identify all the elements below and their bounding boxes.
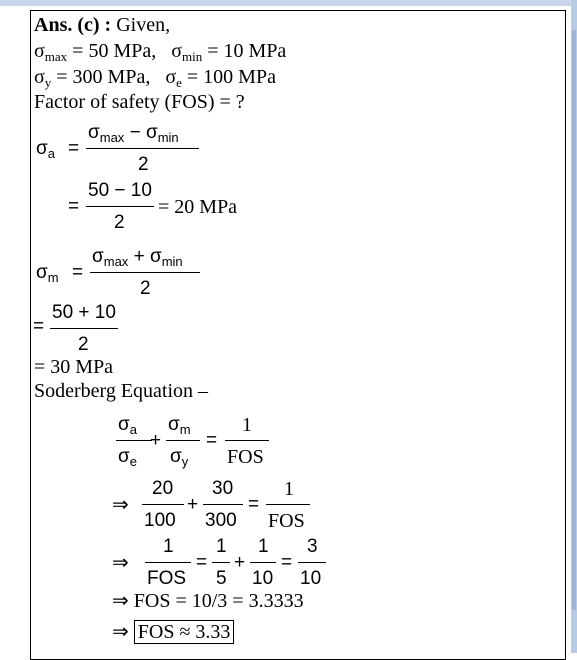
eq3-n3: 1 (258, 536, 269, 557)
sd-r-den: FOS (227, 446, 264, 468)
sd-a-num: $\sigma_a$ (118, 414, 137, 437)
sd-a-den: $\sigma_e$ (118, 446, 137, 469)
eq3-n4: 3 (307, 536, 318, 557)
sigma-m-lhs: $\sigma_m$ (36, 262, 59, 285)
fraction-bar (50, 328, 118, 329)
scrollbar[interactable] (571, 0, 577, 653)
equals-sign: = (196, 552, 208, 573)
sigma-a-numerator: $\sigma_{max} - \sigma_{min}$ (88, 122, 179, 145)
equals-sign: = (248, 494, 260, 515)
eq5-line: ⇒ FOS ≈ 3.33 (112, 621, 234, 643)
fraction-bar (225, 440, 269, 441)
equals-sign: = (68, 196, 80, 217)
eq3-d4: 10 (300, 568, 322, 589)
implies-arrow: ⇒ (112, 494, 129, 516)
mean-numeric-numerator: 50 + 10 (52, 302, 116, 323)
eq3-n1: 1 (163, 536, 174, 557)
eq3-d2: 5 (216, 568, 227, 589)
given-label: Given, (116, 14, 171, 36)
equals-sign: = (68, 138, 80, 159)
answer-label: Ans. (c) : (34, 14, 112, 36)
eq3-d3: 10 (252, 568, 274, 589)
eq2-d1: 100 (144, 510, 176, 531)
fraction-bar (166, 440, 200, 441)
answer-heading (34, 14, 170, 36)
sigma-m-numerator: $\sigma_{max} + \sigma_{min}$ (92, 246, 183, 269)
given-line-2: $\sigma_y = 300$ MPa, $\sigma_e = 100$ MPa (34, 66, 276, 90)
fraction-bar (298, 562, 326, 563)
fraction-bar (212, 562, 230, 563)
equals-sign: = (72, 262, 84, 283)
fos-question: Factor of safety (FOS) = ? (34, 91, 245, 113)
eq2-n2: 30 (212, 478, 234, 499)
sd-m-den: $\sigma_y$ (170, 446, 189, 469)
alt-result: = 20 MPa (158, 196, 238, 218)
eq3-d1: FOS (147, 568, 187, 589)
plus-sign: + (150, 430, 162, 451)
mean-numeric-denominator: 2 (78, 334, 89, 355)
given-line-1: $\sigma_{max} = 50$ MPa, $\sigma_{min} = 10$ MPa (34, 40, 287, 64)
window-top-border (0, 0, 577, 6)
alt-numeric-numerator: 50 − 10 (88, 180, 152, 201)
sd-m-num: $\sigma_m$ (168, 414, 191, 437)
sigma-a-denominator: 2 (138, 154, 149, 175)
equals-sign: = (33, 316, 45, 337)
fraction-bar (116, 440, 152, 441)
final-answer: FOS ≈ 3.33 (134, 620, 235, 644)
plus-sign: + (234, 552, 246, 573)
sigma-a-lhs: $\sigma_a$ (36, 138, 55, 161)
eq2-d3: FOS (268, 510, 305, 532)
eq4-line: ⇒ FOS = 10/3 = 3.3333 (112, 590, 304, 612)
equals-sign: = (206, 430, 218, 451)
fraction-bar (250, 562, 276, 563)
fraction-bar (90, 272, 200, 273)
eq2-n3: 1 (284, 478, 294, 500)
sigma-m-denominator: 2 (140, 278, 151, 299)
eq2-d2: 300 (205, 510, 237, 531)
fraction-bar (86, 206, 154, 207)
soderberg-title: Soderberg Equation – (34, 380, 209, 402)
fraction-bar (142, 504, 184, 505)
fraction-bar (86, 148, 199, 149)
sd-r-num: 1 (242, 414, 252, 436)
scrollbar-thumb[interactable] (572, 30, 576, 610)
fraction-bar (266, 504, 310, 505)
equals-sign: = (281, 552, 293, 573)
fraction-bar (203, 504, 243, 505)
eq2-n1: 20 (152, 478, 174, 499)
plus-sign: + (187, 494, 199, 515)
eq3-n2: 1 (216, 536, 227, 557)
implies-arrow: ⇒ (112, 552, 129, 574)
mean-result: = 30 MPa (34, 356, 114, 378)
fraction-bar (145, 562, 191, 563)
alt-numeric-denominator: 2 (114, 212, 125, 233)
